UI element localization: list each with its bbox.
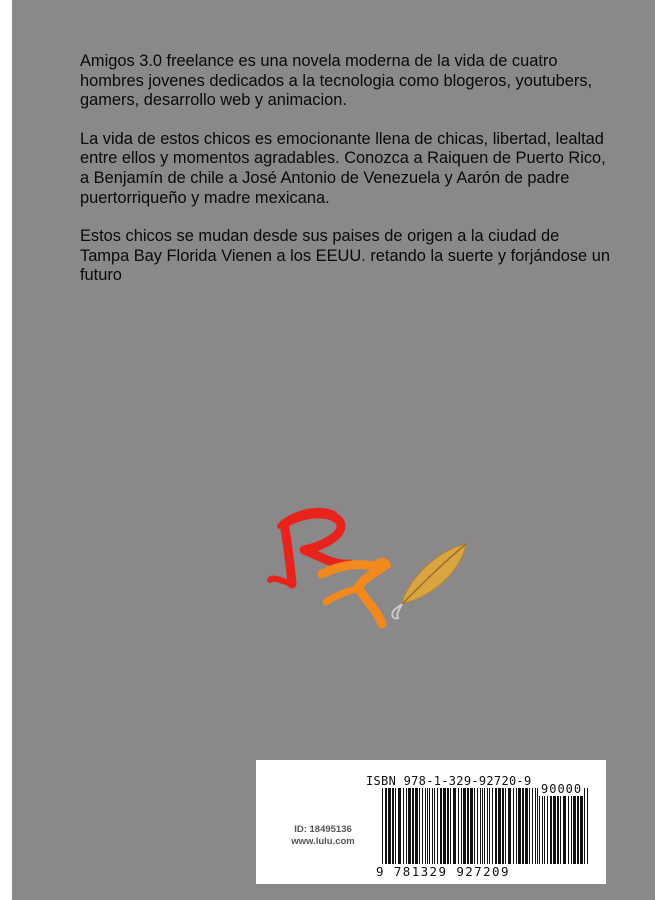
barcode-bar xyxy=(537,788,538,864)
ean-digits: 9 781329 927209 xyxy=(376,864,510,879)
barcode-bar xyxy=(415,788,418,864)
barcode-bar xyxy=(542,788,543,864)
barcode-bar xyxy=(571,788,572,864)
barcode-bar xyxy=(529,788,530,864)
barcode-bar xyxy=(495,788,497,864)
barcode-bar xyxy=(467,788,469,864)
barcode-bar xyxy=(553,788,556,864)
barcode-bar xyxy=(461,788,462,864)
barcode-bar xyxy=(470,788,473,864)
barcode-bar xyxy=(487,788,488,864)
barcode-bar xyxy=(427,788,428,864)
barcode-bar xyxy=(434,788,435,864)
barcode-bar xyxy=(432,788,433,864)
ean-barcode xyxy=(382,788,592,864)
barcode-bar xyxy=(443,788,446,864)
barcode-bar xyxy=(440,788,442,864)
barcode-bar xyxy=(560,788,561,864)
barcode-bar xyxy=(484,788,485,864)
blurb-paragraph-3: Estos chicos se mudan desde sus paises de origen a la ciudad de Tampa Bay Florida Vienen a los EEUU. retando la suerte y forjándose un futuro xyxy=(80,227,610,285)
barcode-bar xyxy=(557,788,559,864)
barcode-bar xyxy=(437,788,438,864)
isbn-text: ISBN 978-1-329-92720-9 xyxy=(366,774,532,788)
barcode-bar xyxy=(550,788,552,864)
barcode-bar xyxy=(480,788,481,864)
barcode-bar xyxy=(482,788,483,864)
barcode-bar xyxy=(535,788,536,864)
barcode-bar xyxy=(513,788,514,864)
addon-code: 90000 xyxy=(541,782,583,796)
barcode-bar xyxy=(547,788,548,864)
barcode-bar xyxy=(388,788,391,864)
barcode-bar xyxy=(532,788,533,864)
barcode-bar xyxy=(544,788,545,864)
barcode-bar xyxy=(429,788,430,864)
blurb-paragraph-1: Amigos 3.0 freelance es una novela moderna de la vida de cuatro hombres jovenes dedicados a la tecnologia como blogeros, youtubers, gamers, desarrollo web y animacion. xyxy=(80,52,593,110)
barcode-bar xyxy=(518,788,521,864)
rj-quill-logo-icon xyxy=(262,504,472,634)
barcode-bar xyxy=(577,788,579,864)
barcode-bar xyxy=(425,788,426,864)
barcode-bar xyxy=(508,788,511,864)
barcode-bar xyxy=(450,788,451,864)
blurb-paragraph-2: La vida de estos chicos es emocionante llena de chicas, libertad, lealtad entre ellos y momentos agradables. Conozca a Raiquen de Puerto Rico, a Benjamín de chile a José Antonio de Venezuela y Aarón de padre puertorriqueño y madre mexicana. xyxy=(80,129,606,207)
barcode-bar xyxy=(505,788,506,864)
barcode-bar xyxy=(382,788,383,864)
barcode-bar xyxy=(525,788,528,864)
barcode-bar xyxy=(477,788,478,864)
barcode-bar xyxy=(539,788,540,864)
barcode-bar xyxy=(516,788,517,864)
barcode-bar xyxy=(489,788,490,864)
barcode-bar xyxy=(522,788,524,864)
barcode-bar xyxy=(563,788,566,864)
barcode-bar xyxy=(474,788,475,864)
barcode-bar xyxy=(458,788,459,864)
barcode-bar xyxy=(502,788,504,864)
barcode-bar xyxy=(406,788,407,864)
barcode-bar xyxy=(463,788,466,864)
barcode-bar xyxy=(498,788,501,864)
lulu-site: www.lulu.com xyxy=(291,836,355,847)
lulu-id-block xyxy=(278,824,368,848)
lulu-id: ID: 18495136 xyxy=(294,824,352,835)
barcode-bar xyxy=(584,788,585,864)
barcode-bar xyxy=(403,788,404,864)
barcode-label xyxy=(256,760,606,884)
barcode-bar xyxy=(412,788,414,864)
barcode-bar xyxy=(447,788,449,864)
barcode-bar xyxy=(408,788,411,864)
barcode-bar xyxy=(398,788,401,864)
barcode-bar xyxy=(395,788,396,864)
barcode-bar xyxy=(385,788,387,864)
barcode-bar xyxy=(419,788,420,864)
barcode-bar xyxy=(587,788,588,864)
barcode-bar xyxy=(453,788,456,864)
barcode-bar xyxy=(568,788,569,864)
barcode-bar xyxy=(573,788,576,864)
barcode-bar xyxy=(422,788,423,864)
back-cover-blurb xyxy=(80,52,610,305)
barcode-bar xyxy=(580,788,583,864)
barcode-bar xyxy=(492,788,493,864)
barcode-bar xyxy=(392,788,394,864)
